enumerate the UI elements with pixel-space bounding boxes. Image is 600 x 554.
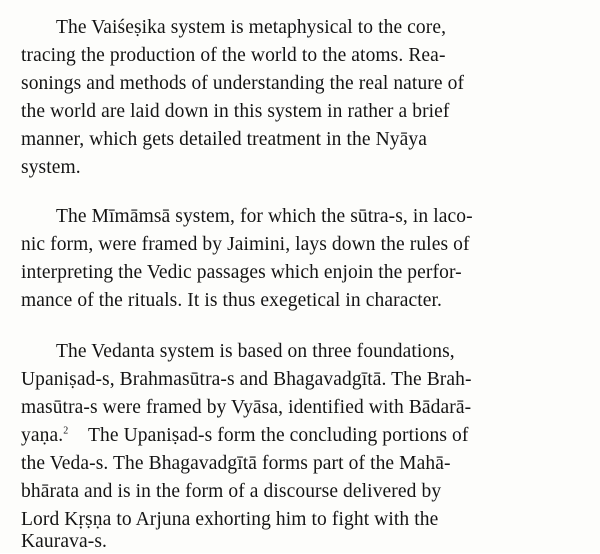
text-fragment: yaṇa. [21,425,64,446]
text-line: The Vaiśeṣika system is metaphysical to the core, [56,17,447,38]
text-line: interpreting the Vedic passages which enjoin the perfor- [21,262,462,283]
text-line: The Vedanta system is based on three foundations, [56,341,455,362]
text-line: the world are laid down in this system in rather a brief [21,101,450,122]
text-line: mance of the rituals. It is thus exegetical in character. [21,290,442,311]
text-line: masūtra-s were framed by Vyāsa, identified with Bādarā- [21,397,472,418]
text-line: tracing the production of the world to the atoms. Rea- [21,45,446,66]
text-line: Upaniṣad-s, Brahmasūtra-s and Bhagavadgītā. The Brah- [21,369,472,390]
text-line: The Upaniṣad-s form the concluding portions of [88,425,469,446]
text-line: manner, which gets detailed treatment in the Nyāya [21,129,427,150]
text-line: The Mīmāmsā system, for which the sūtra-s, in laco- [56,206,473,227]
text-line: sonings and methods of understanding the real nature of [21,73,465,94]
text-line: bhārata and is in the form of a discourse delivered by [21,481,442,502]
text-line [21,424,68,448]
text-line: Lord Kṛṣṇa to Arjuna exhorting him to fight with the [21,509,439,530]
text-line: nic form, were framed by Jaimini, lays down the rules of [21,234,470,255]
text-line: system. [21,157,81,178]
text-line: Kaurava-s. [21,531,107,552]
footnote-marker[interactable]: 2 [63,425,69,437]
text-line: the Veda-s. The Bhagavadgītā forms part of the Mahā- [21,453,451,474]
